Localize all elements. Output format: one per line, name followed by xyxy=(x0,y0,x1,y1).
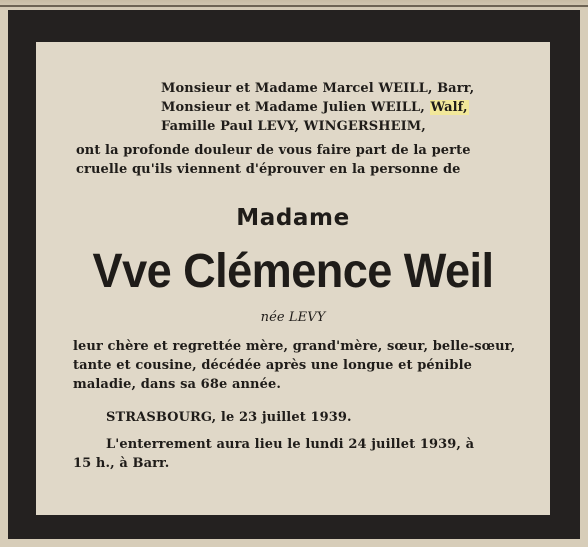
notice-title: Madame xyxy=(236,205,350,231)
funeral-line-2: 15 h., à Barr. xyxy=(73,456,170,471)
family-line-2 xyxy=(161,100,469,115)
funeral-line-1: L'enterrement aura lieu le lundi 24 juillet 1939, à xyxy=(106,437,475,452)
family-line-3: Famille Paul LEVY, WINGERSHEIM, xyxy=(161,119,426,134)
obituary-notice-body xyxy=(36,42,550,515)
highlighted-word: Walf, xyxy=(430,100,468,115)
body-line-3: maladie, dans sa 68e année. xyxy=(73,377,281,392)
place-date: STRASBOURG, le 23 juillet 1939. xyxy=(106,410,352,425)
page-top-rule xyxy=(0,0,588,10)
intro-line-2: cruelle qu'ils viennent d'éprouver en la personne de xyxy=(76,162,461,177)
deceased-name: Vve Clémence Weil xyxy=(92,245,494,298)
obituary-notice-frame xyxy=(8,10,580,539)
family-line-2-text: Monsieur et Madame Julien WEILL, xyxy=(161,100,430,115)
body-line-2: tante et cousine, décédée après une longue et pénible xyxy=(73,358,472,373)
intro-line-1: ont la profonde douleur de vous faire part de la perte xyxy=(76,143,471,158)
maiden-name: née LEVY xyxy=(260,310,326,325)
family-line-1: Monsieur et Madame Marcel WEILL, Barr, xyxy=(161,81,475,96)
body-line-1: leur chère et regrettée mère, grand'mère, sœur, belle-sœur, xyxy=(73,339,516,354)
